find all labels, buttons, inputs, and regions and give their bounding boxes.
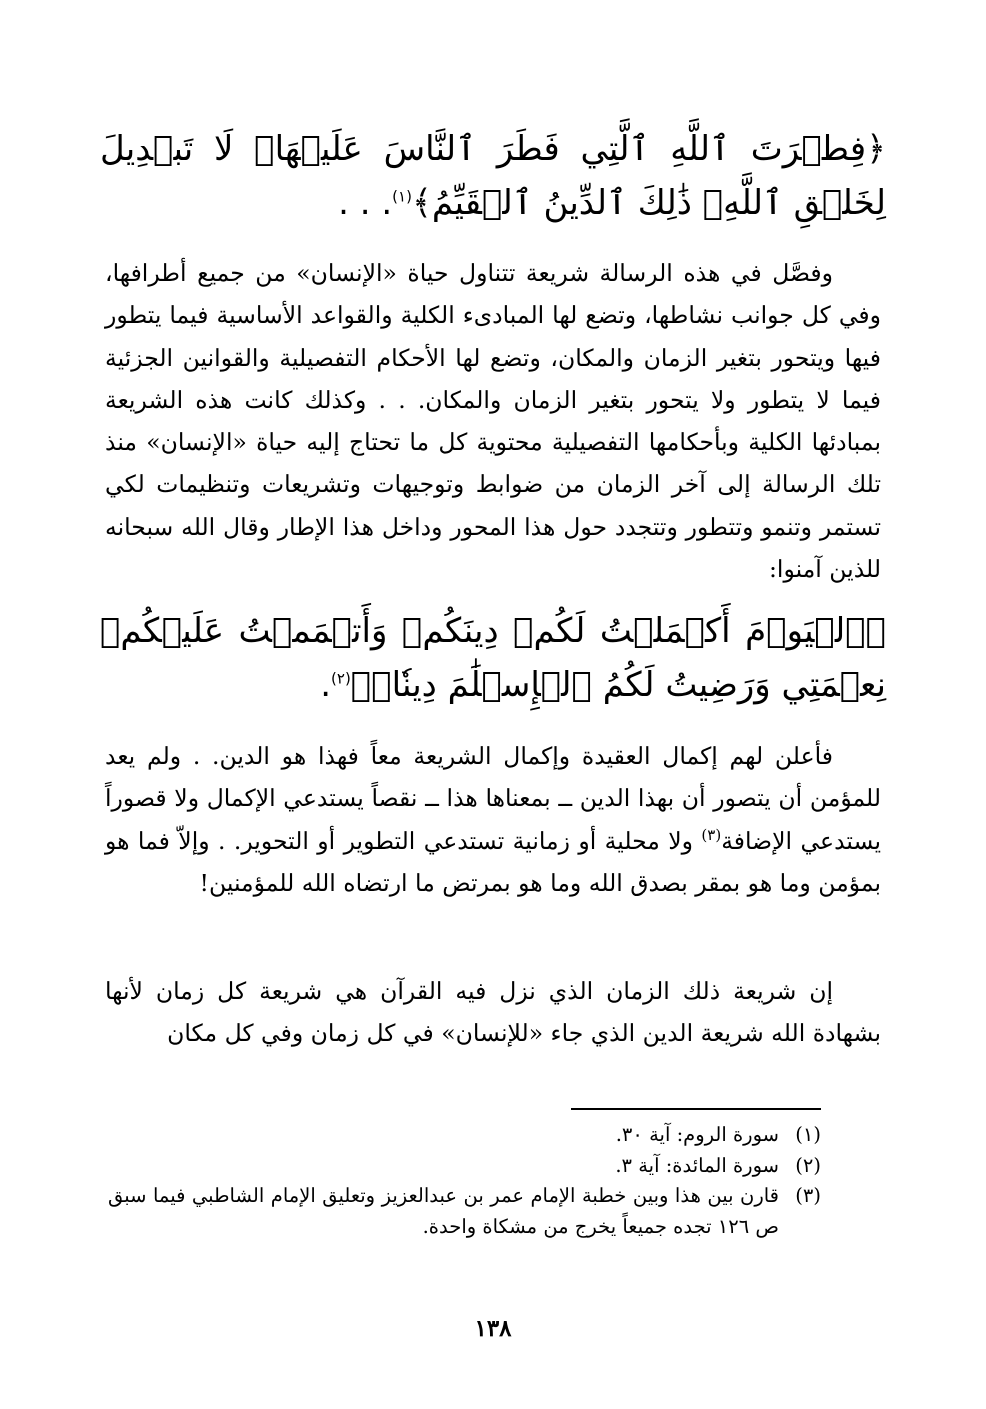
footnote-number: (١) <box>795 1123 821 1146</box>
verse-trail: . <box>320 665 332 705</box>
paragraph-2-text-b: ولا محلية أو زمانية تستدعي التطوير أو التحوير. . وإلاّ فما هو بمؤمن وما هو بمقر بصدق الله وما هو بمرتض ما ارتضاه الله للمؤمنين! <box>105 826 881 897</box>
verse-text: ﴿فِطۡرَتَ ٱللَّهِ ٱلَّتِي فَطَرَ ٱلنَّاسَ عَلَيۡهَاۚ لَا تَبۡدِيلَ لِخَلۡقِ ٱللَّهِۚ ذَٰلِكَ ٱلدِّينُ ٱلۡقَيِّمُ﴾ <box>100 129 886 223</box>
verse-text: ﴿ٱلۡيَوۡمَ أَكۡمَلۡتُ لَكُمۡ دِينَكُمۡ وَأَتۡمَمۡتُ عَلَيۡكُمۡ نِعۡمَتِي وَرَضِيتُ لَكُمُ ٱلۡإِسۡلَٰمَ دِينٗاۚ﴾ <box>100 611 886 705</box>
footnote-3 <box>108 1181 821 1242</box>
footnote-ref-1: (١) <box>392 187 412 206</box>
footnote-ref-2: (٢) <box>331 669 351 688</box>
quran-verse-maidah-3 <box>100 604 886 712</box>
page-number: ١٣٨ <box>474 1315 512 1342</box>
footnotes <box>108 1120 821 1242</box>
paragraph-1-text: وفصَّل في هذه الرسالة شريعة تتناول حياة «الإنسان» من جميع أطرافها، وفي كل جوانب نشاطها، وتضع لها المبادىء الكلية والقواعد الأساسية فيما يتطور فيها ويتحور بتغير الزمان والمكان، وتضع لها الأحكام التفصيلية والقوانين الجزئية فيما لا يتطور ولا يتحور بتغير الزمان والمكان. . . وكذلك كانت هذه الشريعة بمبادئها الكلية وبأحكامها التفصيلية محتوية كل ما تحتاج إليه حياة «الإنسان» منذ تلك الرسالة إلى آخر الزمان من ضوابط وتوجيهات وتشريعات وتنظيمات لكي تستمر وتنمو وتتطور وتتجدد حول هذا المحور وداخل هذا الإطار وقال الله سبحانه للذين آمنوا: <box>105 259 881 584</box>
footnote-number: (٢) <box>795 1153 821 1177</box>
footnote-1 <box>108 1120 821 1151</box>
paragraph-3 <box>105 970 881 1055</box>
paragraph-3-text: إن شريعة ذلك الزمان الذي نزل فيه القرآن هي شريعة كل زمان لأنها بشهادة الله شريعة الدين الذي جاء «للإنسان» في كل زمان وفي كل مكان <box>105 977 881 1048</box>
quran-verse-rum-30 <box>100 122 886 230</box>
paragraph-2-text-a: فأعلن لهم إكمال العقيدة وإكمال الشريعة معاً فهذا هو الدين. . ولم يعد للمؤمن أن يتصور أن بهذا الدين ــ بمعناها هذا ــ نقصاً يستدعي الإكمال ولا قصوراً يستدعي الإضافة <box>105 742 882 855</box>
footnote-number: (٣) <box>795 1184 821 1207</box>
paragraph-1 <box>105 252 881 590</box>
footnote-text: سورة الروم: آية ٣٠. <box>615 1123 779 1146</box>
footnote-2 <box>108 1151 821 1182</box>
footnote-text: سورة المائدة: آية ٣. <box>615 1153 779 1177</box>
verse-trail: . . . <box>338 183 393 223</box>
footnote-ref-3: (٣) <box>701 825 722 844</box>
footnote-separator <box>571 1108 821 1110</box>
paragraph-2 <box>105 735 881 904</box>
footnote-text: قارن بين هذا وبين خطبة الإمام عمر بن عبدالعزيز وتعليق الإمام الشاطبي فيما سبق ص ١٢٦ تجده جميعاً يخرج من مشكاة واحدة. <box>108 1184 779 1238</box>
